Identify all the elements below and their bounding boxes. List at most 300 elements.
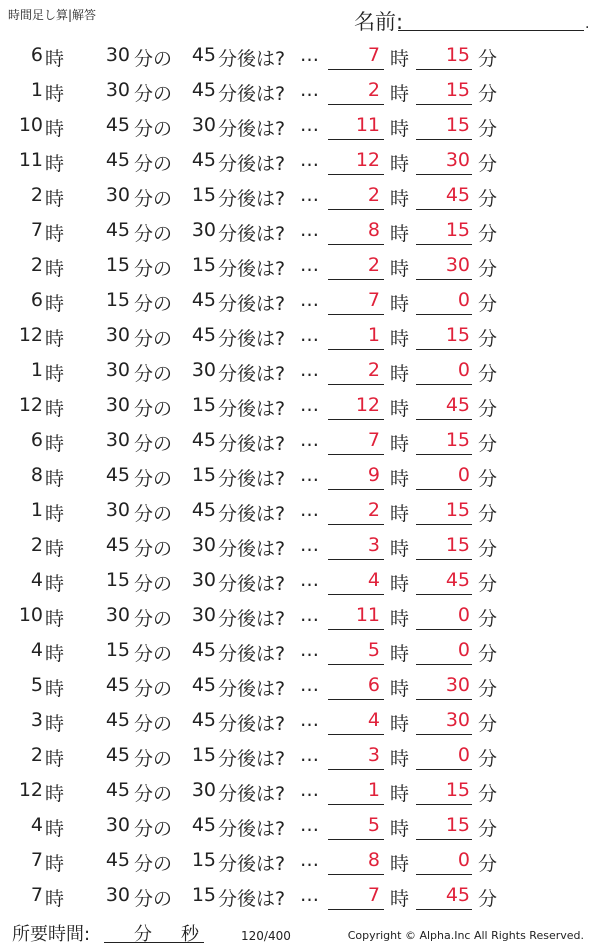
minute-of-label: 分の <box>134 818 173 840</box>
answer-hour-label: 時 <box>390 153 410 175</box>
answer-minute-label: 分 <box>478 503 498 525</box>
ellipsis: … <box>300 289 319 311</box>
answer-hour-label: 時 <box>390 643 410 665</box>
answer-hour: 2 <box>367 79 380 101</box>
added-minutes: 45 <box>191 149 216 171</box>
answer-minute: 15 <box>445 499 470 521</box>
answer-hour-underline <box>328 139 384 140</box>
after-label: 分後は? <box>218 608 286 630</box>
answer-hour: 9 <box>367 464 380 486</box>
minute-of-label: 分の <box>134 573 173 595</box>
problem-row <box>0 773 600 808</box>
answer-minute: 15 <box>445 219 470 241</box>
answer-minute-label: 分 <box>478 433 498 455</box>
answer-minute: 0 <box>457 289 470 311</box>
answer-minute-underline <box>416 349 472 350</box>
after-label: 分後は? <box>218 783 286 805</box>
minute-of-label: 分の <box>134 538 173 560</box>
answer-hour: 12 <box>355 149 380 171</box>
ellipsis: … <box>300 674 319 696</box>
after-label: 分後は? <box>218 188 286 210</box>
problem-row <box>0 668 600 703</box>
answer-minute: 0 <box>457 464 470 486</box>
hour-label: 時 <box>45 48 65 70</box>
answer-minute-underline <box>416 839 472 840</box>
hour-label: 時 <box>45 783 65 805</box>
answer-minute-label: 分 <box>478 853 498 875</box>
problem-row <box>0 738 600 773</box>
answer-minute-label: 分 <box>478 748 498 770</box>
problem-row <box>0 703 600 738</box>
ellipsis: … <box>300 359 319 381</box>
problem-row <box>0 633 600 668</box>
answer-hour: 8 <box>367 849 380 871</box>
start-hour: 6 <box>30 44 43 66</box>
answer-hour-underline <box>328 909 384 910</box>
answer-hour-label: 時 <box>390 258 410 280</box>
answer-minute-underline <box>416 734 472 735</box>
ellipsis: … <box>300 639 319 661</box>
answer-minute-label: 分 <box>478 258 498 280</box>
answer-minute-label: 分 <box>478 713 498 735</box>
added-minutes: 15 <box>191 394 216 416</box>
added-minutes: 30 <box>191 534 216 556</box>
answer-hour-label: 時 <box>390 678 410 700</box>
answer-hour-label: 時 <box>390 538 410 560</box>
minute-of-label: 分の <box>134 398 173 420</box>
after-label: 分後は? <box>218 678 286 700</box>
added-minutes: 45 <box>191 814 216 836</box>
answer-hour-label: 時 <box>390 818 410 840</box>
start-minute: 15 <box>105 254 130 276</box>
problem-row <box>0 248 600 283</box>
ellipsis: … <box>300 184 319 206</box>
start-hour: 2 <box>30 534 43 556</box>
hour-label: 時 <box>45 83 65 105</box>
answer-hour-underline <box>328 699 384 700</box>
answer-minute-label: 分 <box>478 153 498 175</box>
start-hour: 12 <box>18 779 43 801</box>
answer-minute: 15 <box>445 429 470 451</box>
minute-of-label: 分の <box>134 258 173 280</box>
ellipsis: … <box>300 534 319 556</box>
ellipsis: … <box>300 464 319 486</box>
start-minute: 45 <box>105 709 130 731</box>
minute-of-label: 分の <box>134 433 173 455</box>
answer-minute: 45 <box>445 569 470 591</box>
minute-of-label: 分の <box>134 783 173 805</box>
answer-hour: 11 <box>355 604 380 626</box>
answer-hour-underline <box>328 454 384 455</box>
answer-minute-label: 分 <box>478 223 498 245</box>
hour-label: 時 <box>45 293 65 315</box>
answer-minute-label: 分 <box>478 398 498 420</box>
answer-hour: 2 <box>367 184 380 206</box>
hour-label: 時 <box>45 853 65 875</box>
answer-minute-underline <box>416 489 472 490</box>
after-label: 分後は? <box>218 398 286 420</box>
answer-minute-underline <box>416 279 472 280</box>
answer-hour-underline <box>328 419 384 420</box>
hour-label: 時 <box>45 888 65 910</box>
hour-label: 時 <box>45 818 65 840</box>
answer-hour: 4 <box>367 569 380 591</box>
added-minutes: 45 <box>191 429 216 451</box>
answer-minute: 45 <box>445 394 470 416</box>
after-label: 分後は? <box>218 153 286 175</box>
after-label: 分後は? <box>218 328 286 350</box>
answer-hour: 1 <box>367 324 380 346</box>
problem-row <box>0 388 600 423</box>
hour-label: 時 <box>45 363 65 385</box>
problem-row <box>0 283 600 318</box>
added-minutes: 30 <box>191 604 216 626</box>
minute-of-label: 分の <box>134 363 173 385</box>
answer-hour-underline <box>328 489 384 490</box>
answer-minute-underline <box>416 524 472 525</box>
answer-hour: 3 <box>367 744 380 766</box>
answer-hour: 8 <box>367 219 380 241</box>
answer-minute-underline <box>416 804 472 805</box>
start-minute: 30 <box>105 499 130 521</box>
start-minute: 45 <box>105 849 130 871</box>
answer-hour-underline <box>328 769 384 770</box>
answer-minute: 0 <box>457 744 470 766</box>
start-hour: 3 <box>30 709 43 731</box>
hour-label: 時 <box>45 573 65 595</box>
answer-hour-label: 時 <box>390 188 410 210</box>
minute-of-label: 分の <box>134 503 173 525</box>
start-hour: 7 <box>30 849 43 871</box>
added-minutes: 30 <box>191 779 216 801</box>
start-minute: 30 <box>105 429 130 451</box>
answer-hour-underline <box>328 384 384 385</box>
start-hour: 4 <box>30 639 43 661</box>
answer-hour-underline <box>328 629 384 630</box>
minute-of-label: 分の <box>134 643 173 665</box>
start-hour: 2 <box>30 254 43 276</box>
answer-minute-underline <box>416 244 472 245</box>
hour-label: 時 <box>45 538 65 560</box>
hour-label: 時 <box>45 608 65 630</box>
hour-label: 時 <box>45 468 65 490</box>
answer-minute-label: 分 <box>478 538 498 560</box>
answer-hour-label: 時 <box>390 503 410 525</box>
answer-minute: 0 <box>457 359 470 381</box>
hour-label: 時 <box>45 328 65 350</box>
start-minute: 30 <box>105 394 130 416</box>
answer-minute: 30 <box>445 254 470 276</box>
answer-hour: 2 <box>367 254 380 276</box>
start-minute: 45 <box>105 744 130 766</box>
start-minute: 45 <box>105 534 130 556</box>
answer-hour: 11 <box>355 114 380 136</box>
answer-hour-underline <box>328 839 384 840</box>
answer-minute-label: 分 <box>478 678 498 700</box>
answer-hour: 7 <box>367 429 380 451</box>
start-minute: 15 <box>105 569 130 591</box>
added-minutes: 45 <box>191 44 216 66</box>
answer-minute-underline <box>416 769 472 770</box>
start-minute: 15 <box>105 289 130 311</box>
problem-row <box>0 598 600 633</box>
answer-minute: 45 <box>445 884 470 906</box>
answer-hour-label: 時 <box>390 853 410 875</box>
worksheet-title: 時間足し算|解答 <box>8 8 97 22</box>
page-number: 120/400 <box>241 929 291 943</box>
after-label: 分後は? <box>218 643 286 665</box>
problem-row <box>0 423 600 458</box>
start-hour: 12 <box>18 394 43 416</box>
problem-row <box>0 143 600 178</box>
start-hour: 1 <box>30 79 43 101</box>
answer-minute: 30 <box>445 674 470 696</box>
hour-label: 時 <box>45 223 65 245</box>
answer-hour-underline <box>328 524 384 525</box>
answer-minute-label: 分 <box>478 888 498 910</box>
ellipsis: … <box>300 114 319 136</box>
added-minutes: 15 <box>191 464 216 486</box>
answer-minute-label: 分 <box>478 783 498 805</box>
start-hour: 5 <box>30 674 43 696</box>
answer-hour: 2 <box>367 359 380 381</box>
answer-hour: 1 <box>367 779 380 801</box>
answer-minute-underline <box>416 559 472 560</box>
after-label: 分後は? <box>218 853 286 875</box>
added-minutes: 30 <box>191 569 216 591</box>
minute-of-label: 分の <box>134 293 173 315</box>
hour-label: 時 <box>45 713 65 735</box>
answer-minute: 15 <box>445 324 470 346</box>
problem-row <box>0 878 600 913</box>
answer-minute-underline <box>416 664 472 665</box>
start-minute: 30 <box>105 184 130 206</box>
answer-minute-label: 分 <box>478 188 498 210</box>
answer-hour-underline <box>328 349 384 350</box>
answer-hour-label: 時 <box>390 888 410 910</box>
ellipsis: … <box>300 884 319 906</box>
after-label: 分後は? <box>218 468 286 490</box>
answer-hour: 3 <box>367 534 380 556</box>
answer-hour-underline <box>328 874 384 875</box>
name-label: 名前: <box>354 10 404 34</box>
answer-hour-label: 時 <box>390 293 410 315</box>
answer-hour: 6 <box>367 674 380 696</box>
answer-hour-underline <box>328 244 384 245</box>
ellipsis: … <box>300 219 319 241</box>
added-minutes: 45 <box>191 709 216 731</box>
answer-hour-label: 時 <box>390 223 410 245</box>
added-minutes: 45 <box>191 289 216 311</box>
problem-row <box>0 178 600 213</box>
start-hour: 7 <box>30 884 43 906</box>
minute-of-label: 分の <box>134 608 173 630</box>
answer-hour: 5 <box>367 814 380 836</box>
answer-hour: 2 <box>367 499 380 521</box>
added-minutes: 15 <box>191 744 216 766</box>
ellipsis: … <box>300 44 319 66</box>
after-label: 分後は? <box>218 503 286 525</box>
hour-label: 時 <box>45 678 65 700</box>
ellipsis: … <box>300 254 319 276</box>
ellipsis: … <box>300 744 319 766</box>
start-hour: 7 <box>30 219 43 241</box>
answer-hour: 12 <box>355 394 380 416</box>
ellipsis: … <box>300 569 319 591</box>
hour-label: 時 <box>45 503 65 525</box>
minute-of-label: 分の <box>134 153 173 175</box>
after-label: 分後は? <box>218 818 286 840</box>
hour-label: 時 <box>45 188 65 210</box>
ellipsis: … <box>300 814 319 836</box>
answer-minute: 15 <box>445 44 470 66</box>
answer-hour-underline <box>328 104 384 105</box>
answer-minute-underline <box>416 139 472 140</box>
problem-row <box>0 73 600 108</box>
after-label: 分後は? <box>218 713 286 735</box>
problem-row <box>0 528 600 563</box>
answer-minute-underline <box>416 629 472 630</box>
answer-minute-label: 分 <box>478 293 498 315</box>
answer-minute: 45 <box>445 184 470 206</box>
answer-hour-label: 時 <box>390 783 410 805</box>
answer-hour-label: 時 <box>390 468 410 490</box>
answer-minute-underline <box>416 419 472 420</box>
start-hour: 4 <box>30 569 43 591</box>
copyright: Copyright © Alpha.Inc All Rights Reserved. <box>347 929 584 942</box>
ellipsis: … <box>300 849 319 871</box>
ellipsis: … <box>300 79 319 101</box>
answer-minute: 0 <box>457 639 470 661</box>
answer-hour: 5 <box>367 639 380 661</box>
answer-minute: 15 <box>445 779 470 801</box>
minute-of-label: 分の <box>134 48 173 70</box>
answer-hour-underline <box>328 594 384 595</box>
answer-hour-underline <box>328 314 384 315</box>
ellipsis: … <box>300 324 319 346</box>
minute-of-label: 分の <box>134 468 173 490</box>
start-hour: 10 <box>18 114 43 136</box>
minute-of-label: 分の <box>134 678 173 700</box>
after-label: 分後は? <box>218 118 286 140</box>
after-label: 分後は? <box>218 48 286 70</box>
hour-label: 時 <box>45 433 65 455</box>
answer-hour-underline <box>328 804 384 805</box>
start-hour: 1 <box>30 499 43 521</box>
problem-row <box>0 808 600 843</box>
problem-row <box>0 108 600 143</box>
ellipsis: … <box>300 779 319 801</box>
minute-of-label: 分の <box>134 328 173 350</box>
answer-hour: 4 <box>367 709 380 731</box>
start-hour: 8 <box>30 464 43 486</box>
answer-hour: 7 <box>367 44 380 66</box>
start-minute: 45 <box>105 674 130 696</box>
answer-minute-label: 分 <box>478 363 498 385</box>
answer-minute-label: 分 <box>478 643 498 665</box>
start-minute: 45 <box>105 219 130 241</box>
answer-hour-label: 時 <box>390 363 410 385</box>
hour-label: 時 <box>45 398 65 420</box>
start-hour: 6 <box>30 429 43 451</box>
after-label: 分後は? <box>218 293 286 315</box>
added-minutes: 45 <box>191 674 216 696</box>
answer-minute-label: 分 <box>478 328 498 350</box>
answer-hour-underline <box>328 69 384 70</box>
answer-minute-underline <box>416 104 472 105</box>
answer-hour-label: 時 <box>390 748 410 770</box>
answer-hour-label: 時 <box>390 118 410 140</box>
answer-hour-label: 時 <box>390 398 410 420</box>
after-label: 分後は? <box>218 573 286 595</box>
problem-row <box>0 353 600 388</box>
after-label: 分後は? <box>218 538 286 560</box>
ellipsis: … <box>300 429 319 451</box>
start-hour: 6 <box>30 289 43 311</box>
answer-minute-underline <box>416 594 472 595</box>
start-minute: 45 <box>105 114 130 136</box>
start-hour: 1 <box>30 359 43 381</box>
added-minutes: 15 <box>191 884 216 906</box>
answer-minute-underline <box>416 209 472 210</box>
answer-minute-label: 分 <box>478 573 498 595</box>
answer-hour-underline <box>328 209 384 210</box>
problem-row <box>0 563 600 598</box>
answer-hour-label: 時 <box>390 573 410 595</box>
start-minute: 30 <box>105 44 130 66</box>
start-hour: 2 <box>30 184 43 206</box>
answer-minute-label: 分 <box>478 468 498 490</box>
answer-hour-label: 時 <box>390 83 410 105</box>
answer-hour-underline <box>328 279 384 280</box>
answer-hour-underline <box>328 559 384 560</box>
problem-row <box>0 458 600 493</box>
ellipsis: … <box>300 499 319 521</box>
answer-minute-label: 分 <box>478 48 498 70</box>
added-minutes: 30 <box>191 114 216 136</box>
start-minute: 30 <box>105 604 130 626</box>
start-minute: 30 <box>105 814 130 836</box>
answer-minute-underline <box>416 874 472 875</box>
answer-hour-label: 時 <box>390 328 410 350</box>
problem-row <box>0 38 600 73</box>
answer-hour-underline <box>328 664 384 665</box>
answer-hour-label: 時 <box>390 433 410 455</box>
after-label: 分後は? <box>218 748 286 770</box>
start-hour: 2 <box>30 744 43 766</box>
problem-row <box>0 843 600 878</box>
minute-of-label: 分の <box>134 118 173 140</box>
answer-minute-label: 分 <box>478 118 498 140</box>
answer-hour: 7 <box>367 289 380 311</box>
minute-of-label: 分の <box>134 188 173 210</box>
answer-minute: 0 <box>457 849 470 871</box>
answer-minute: 15 <box>445 79 470 101</box>
answer-minute-label: 分 <box>478 818 498 840</box>
minute-of-label: 分の <box>134 83 173 105</box>
time-minute-label: 分 <box>134 924 152 945</box>
hour-label: 時 <box>45 643 65 665</box>
name-line <box>398 30 584 31</box>
added-minutes: 15 <box>191 254 216 276</box>
answer-hour: 7 <box>367 884 380 906</box>
time-required-label: 所要時間: <box>12 924 91 945</box>
answer-hour-label: 時 <box>390 608 410 630</box>
hour-label: 時 <box>45 153 65 175</box>
ellipsis: … <box>300 709 319 731</box>
problem-row <box>0 318 600 353</box>
minute-of-label: 分の <box>134 888 173 910</box>
